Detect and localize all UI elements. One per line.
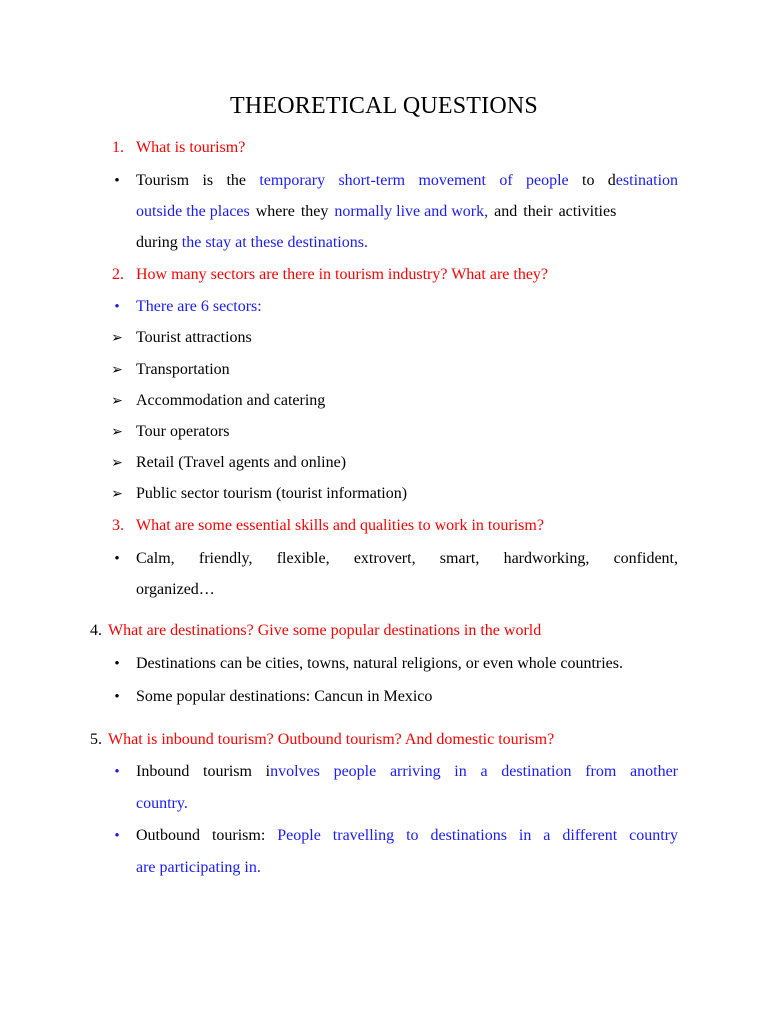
q3-answer-line-2: organized… bbox=[136, 581, 215, 598]
highlight-run: normally live and work, bbox=[334, 203, 489, 220]
sector-item: Retail (Travel agents and online) bbox=[136, 454, 347, 471]
question-number: 1. bbox=[112, 139, 124, 156]
q1-answer-line-2 bbox=[136, 203, 678, 221]
highlight-run: outside the places bbox=[136, 203, 250, 220]
bullet-icon bbox=[112, 688, 122, 706]
q5-outbound-line-1 bbox=[136, 827, 678, 845]
bullet-icon bbox=[112, 298, 122, 316]
question-4 bbox=[90, 622, 541, 640]
sector-item: Public sector tourism (tourist information) bbox=[136, 485, 408, 502]
question-2 bbox=[112, 266, 548, 284]
text-run: Tourism is the bbox=[136, 172, 260, 189]
question-number: 3. bbox=[112, 517, 124, 534]
q5-inbound-line-1 bbox=[136, 763, 678, 781]
arrow-bullet-icon: ➢ bbox=[111, 331, 123, 346]
sector-item: Transportation bbox=[136, 361, 230, 378]
q4-answer: Destinations can be cities, towns, natural religions, or even whole countries. bbox=[136, 655, 623, 672]
question-text: What are destinations? Give some popular destinations in the world bbox=[108, 622, 542, 639]
question-number: 2. bbox=[112, 266, 124, 283]
text-run: where they bbox=[249, 203, 335, 220]
text-run: during bbox=[136, 234, 182, 251]
highlight-run: nvolves people arriving in a destination from another bbox=[270, 763, 678, 780]
question-number: 4. bbox=[90, 622, 102, 639]
arrow-bullet-icon: ➢ bbox=[111, 425, 123, 440]
q5-inbound-line-2: country. bbox=[136, 795, 188, 812]
question-number: 5. bbox=[90, 731, 102, 748]
question-text: What are some essential skills and qualities to work in tourism? bbox=[136, 517, 544, 534]
text-run: and their activities bbox=[488, 203, 617, 220]
text-run: Outbound tourism: bbox=[136, 827, 278, 844]
question-text: What is tourism? bbox=[136, 139, 246, 156]
question-text: How many sectors are there in tourism industry? What are they? bbox=[136, 266, 549, 283]
bullet-icon bbox=[112, 655, 122, 673]
q5-outbound-line-2: are participating in. bbox=[136, 859, 261, 876]
q4-answer: Some popular destinations: Cancun in Mexico bbox=[136, 688, 433, 705]
question-text: What is inbound tourism? Outbound tourism? And domestic tourism? bbox=[108, 731, 555, 748]
arrow-bullet-icon: ➢ bbox=[111, 394, 123, 409]
question-3 bbox=[112, 517, 544, 535]
sector-item: Tourist attractions bbox=[136, 329, 252, 346]
arrow-bullet-icon: ➢ bbox=[111, 487, 123, 502]
highlight-run: the stay at these destinations. bbox=[181, 234, 368, 251]
q1-answer-line-1 bbox=[136, 172, 678, 190]
bullet-icon bbox=[112, 763, 122, 781]
text-run: to d bbox=[568, 172, 616, 189]
highlight-run: temporary short-term movement of people bbox=[259, 172, 569, 189]
sector-item: Tour operators bbox=[136, 423, 230, 440]
highlight-run: People travelling to destinations in a different country bbox=[277, 827, 678, 844]
arrow-bullet-icon: ➢ bbox=[111, 456, 123, 471]
question-1 bbox=[112, 139, 245, 157]
page-title: THEORETICAL QUESTIONS bbox=[230, 93, 538, 119]
question-5 bbox=[90, 731, 554, 749]
bullet-icon bbox=[112, 172, 122, 190]
text-run: Inbound tourism i bbox=[136, 763, 271, 780]
highlight-run: estination bbox=[615, 172, 678, 189]
q2-answer-intro: There are 6 sectors: bbox=[136, 298, 262, 315]
q1-answer-line-3 bbox=[136, 234, 368, 252]
q3-answer-line-1: Calm, friendly, flexible, extrovert, smart, hardworking, confident, bbox=[136, 550, 678, 567]
bullet-icon bbox=[112, 550, 122, 568]
arrow-bullet-icon: ➢ bbox=[111, 363, 123, 378]
sector-item: Accommodation and catering bbox=[136, 392, 326, 409]
bullet-icon bbox=[112, 827, 122, 845]
